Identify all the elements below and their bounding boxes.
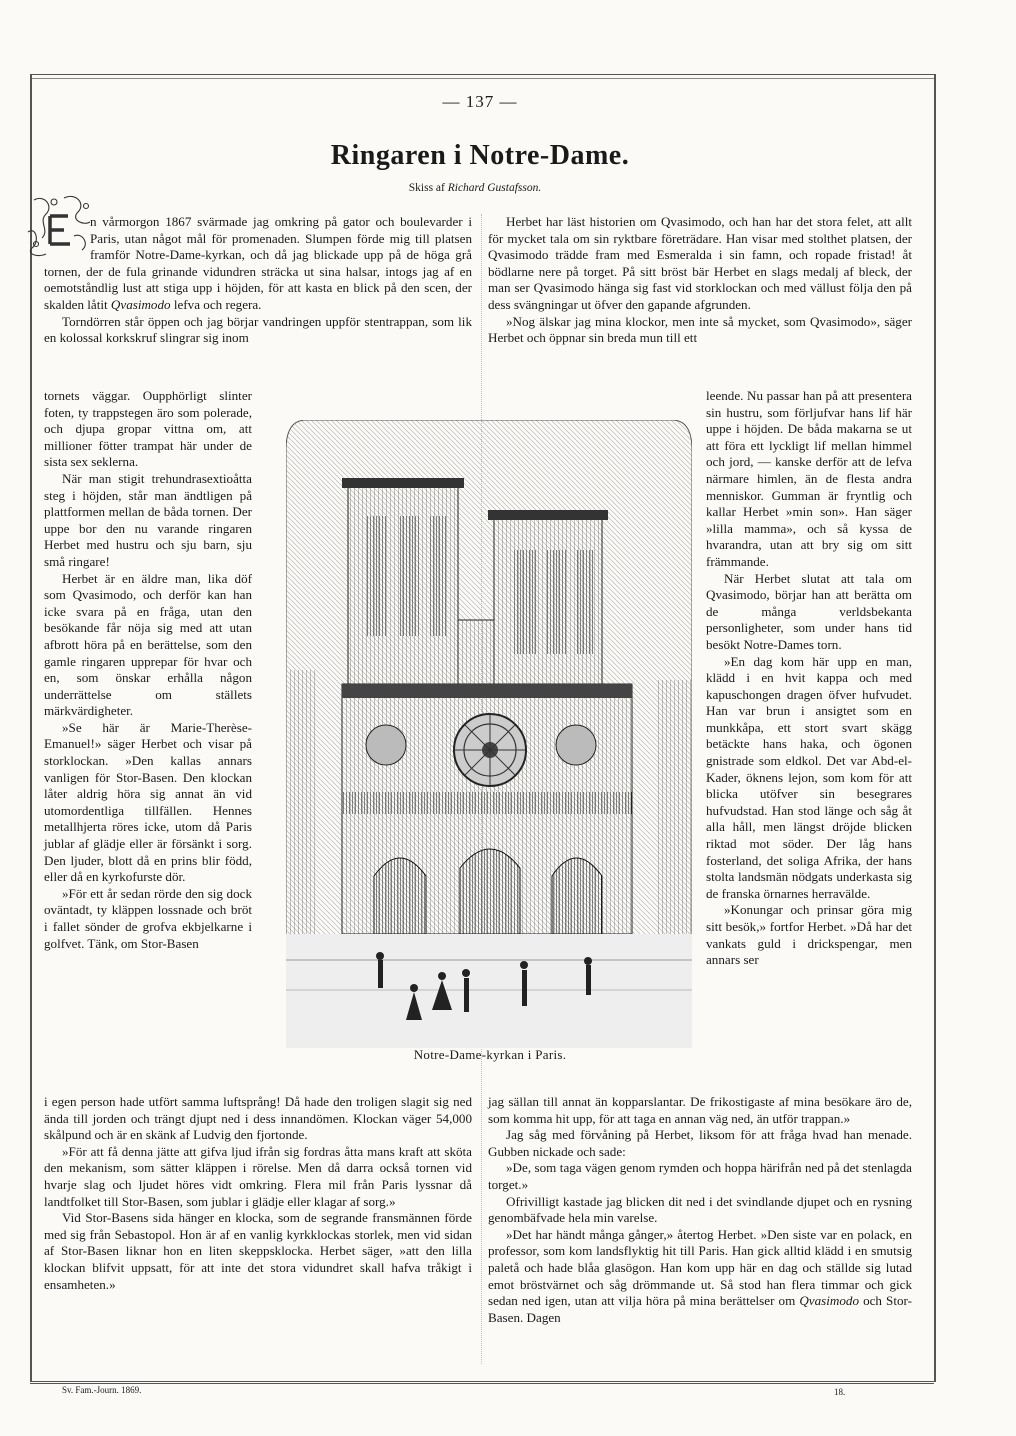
- paragraph: Herbet har läst historien om Qvasimodo, och han har det stora felet, att allt för mycket tala om sin ryktbare företrädare. Han visar med stolthet platsen, der Qvasimodo trädde fram med Esmeralda i sin famn, och ropade fristad! åt bödlarne nere på torget. På sitt bröst bär Herbet en slags medalj af bleck, der man ser Qvasimodo hänga sig fast vid storklockan och med vällust följa den på dess svängningar ut öfver den gapande afgrunden.: [488, 214, 912, 312]
- footer-sheet-number: 18.: [834, 1387, 846, 1397]
- paragraph: »De, som taga vägen genom rymden och hoppa härifrån ned på det stenlagda torget.»: [488, 1160, 912, 1192]
- paragraph: »Se här är Marie-Therèse-Emanuel!» säger Herbet och visar på storklockan. »Den kallas annars vanligen för Stor-Basen. Den klockan låter aldrig höra sig annat än vid utomordentliga tillfällen. Hennes metallhjerta röres icke, utom då Paris jublar af glädje eller är försänkt i sorg. Den ljuder, blott då en prins blir född, eller då en kyrkofurste dör.: [44, 719, 252, 885]
- paragraph: När man stigit trehundrasextioåtta steg i höjden, står man ändtligen på plattformen mellan de båda tornen. Der uppe bor den nu varande ringaren Herbet med hustru och sju barn, sju små ringare!: [44, 470, 252, 569]
- footer-journal: Sv. Fam.-Journ. 1869.: [62, 1385, 142, 1395]
- paragraph: »Nog älskar jag mina klockor, men inte så mycket, som Qvasimodo», säger Herbet och öppnar sin breda mun till ett: [488, 313, 912, 346]
- italic-text: Qvasimodo: [799, 1293, 859, 1309]
- paragraph: »Konungar och prinsar göra mig sitt besök,» fortfor Herbet. »Då har det vankats guld i drickspengar, men annars ser: [706, 902, 912, 968]
- text: lefva och regera.: [173, 296, 262, 312]
- byline-prefix: Skiss af: [408, 182, 445, 194]
- paragraph: [488, 1227, 912, 1327]
- cathedral-engraving: [286, 420, 692, 1048]
- paragraph: Ofrivilligt kastade jag blicken dit ned i det svindlande djupet och en rysning genombäfvade hela min varelse.: [488, 1193, 912, 1226]
- text: och Stor-Basen. Dagen: [488, 1293, 912, 1325]
- paragraph: [44, 214, 472, 314]
- right-column-narrow: [706, 388, 912, 969]
- paragraph: »För ett år sedan rörde den sig dock oväntadt, ty kläppen lossnade och bröt i fallet sönder de grofva ekbjelkarne i golfvet. Tänk, om Stor-Basen: [44, 885, 252, 951]
- paragraph: Jag såg med förvåning på Herbet, liksom för att fråga hvad han menade. Gubben nickade och sade:: [488, 1127, 912, 1159]
- dropcap: [44, 214, 84, 254]
- left-column-top: [44, 214, 472, 347]
- paragraph: leende. Nu passar han på att presentera sin hustru, som förljufvar hans lif här uppe i höjden. De båda makarna se ut att föra ett lyckligt lif mellan himmel och jord, — kanske derför att de lefva närmare himlen, än de flesta andra menniskor. Gumman är fryntlig och kallar Herbet »min son». Han säger »lilla mamma», och så kyssa de hvarandra, utan att bry sig om sitt främmande.: [706, 388, 912, 569]
- paragraph: Herbet är en äldre man, lika döf som Qvasimodo, och derför kan han icke svara på en fråga, utan den besökande får nöja sig med att utan afbrott höra på en berättelse, som den gamle ringaren upprepar för hvar och en, som önskar erhålla någon underrättelse om ställets märkvärdigheter.: [44, 570, 252, 719]
- byline: [340, 182, 610, 194]
- paragraph: Torndörren står öppen och jag börjar vandringen uppför stentrappan, som lik en kolossal korkskruf slingrar sig inom: [44, 313, 472, 346]
- italic-text: Qvasimodo: [110, 296, 171, 312]
- page-number: — 137 —: [442, 92, 518, 111]
- notre-dame-illustration: [286, 420, 692, 1048]
- right-column-lower: [488, 1094, 912, 1326]
- paragraph: När Herbet slutat att tala om Qvasimodo, börjar han att berätta om de många verldsbekanta personligheter, som under hans tid besökt Notre-Dames torn.: [706, 570, 912, 652]
- paragraph: jag sällan till annat än kopparslantar. De frikostigaste af mina besökare äro de, som komma hit upp, för att taga en annan väg ned, än utför trappan.»: [488, 1094, 912, 1126]
- paragraph: tornets väggar. Oupphörligt slinter foten, ty trappstegen äro som polerade, och djupa gropar vittna om, att millioner fötter trampat här under de sista sex seklerna.: [44, 388, 252, 470]
- byline-author: Richard Gustafsson.: [447, 182, 542, 194]
- left-column-lower: [44, 1094, 472, 1293]
- paragraph: »En dag kom här upp en man, klädd i en hvit kappa och med kapuschongen dragen öfver hufvudet. Han var brun i ansigtet som en munkkåpa, ett stort svart skägg betäckte hans haka, och ögonen gnistrade som eldkol. Det var Abd-el-Kader, öknens lejon, som kom för att blicka utöfver sin besegrares hufvudstad. Han stod länge och såg åt alla håll, men längst dröjde blicken riktad mot söder. Der låg hans fosterland, det soliga Afrika, der hans stolta landsmän nödgats underkasta sig de franska örnarnes herravälde.: [706, 653, 912, 901]
- text: n vårmorgon 1867 svärmade jag omkring på gator och boulevarder i Paris, utan något mål för promenaden. Slumpen förde mig till platsen framför Notre-Dame-kyrkan, och då jag blickade upp på de höga grå tornen, der de fula grinande vidundren sträcka ut sina halsar, intogs jag af en oemotståndlig lust att stiga upp i höjden, för att kasta en blick på den scen, der skalden låtit: [44, 214, 472, 312]
- ornament-icon: [24, 192, 96, 262]
- right-column-top: [488, 214, 912, 347]
- paragraph: »För att få denna jätte att gifva ljud ifrån sig fordras åtta mans kraft att sköta den mekanism, som sätter kläppen i rörelse. Men då darra också tornen vid hvarje slag och ljudet höres vidt omkring. Flera mil från Paris lyssnar då landtfolket till Stor-Basen, som jublar i glädje eller klagar af sorg.»: [44, 1143, 472, 1209]
- illustration-caption: Notre-Dame-kyrkan i Paris.: [413, 1047, 567, 1062]
- paragraph: i egen person hade utfört samma luftsprång! Då hade den troligen slagit sig ned ända till jorden och trängt djupt ned i dess innandömen. Klockan väger 54,000 skålpund och är en skänk af Ludvig den fjortonde.: [44, 1094, 472, 1143]
- text: »Det har händt många gånger,» återtog Herbet. »Den siste var en polack, en professor, som kom landsflyktig hit till Paris. Han gick alltid klädd i en smutsig paletå och hade blåa glasögon. Han kom upp här en dag och ställde sig lutad emot bröstvärnet och såg drömmande ut. Så stod han flera timmar och gick sedan ned igen, utan att vilja höra på mina berättelser om: [488, 1226, 912, 1309]
- article-title: Ringaren i Notre-Dame.: [330, 140, 630, 171]
- left-column-narrow: [44, 388, 252, 952]
- paragraph: Vid Stor-Basens sida hänger en klocka, som de segrande fransmännen förde med sig från Sebastopol. Hon är af en vanlig kyrkklockas storlek, men vid sidan af Stor-Basen liknar hon en liten skeppsklocka. Herbet säger, »att den lilla klockan blifvit uppsatt, för att inte det stora vidundret skall hafva tråkigt i ensamheten.»: [44, 1210, 472, 1292]
